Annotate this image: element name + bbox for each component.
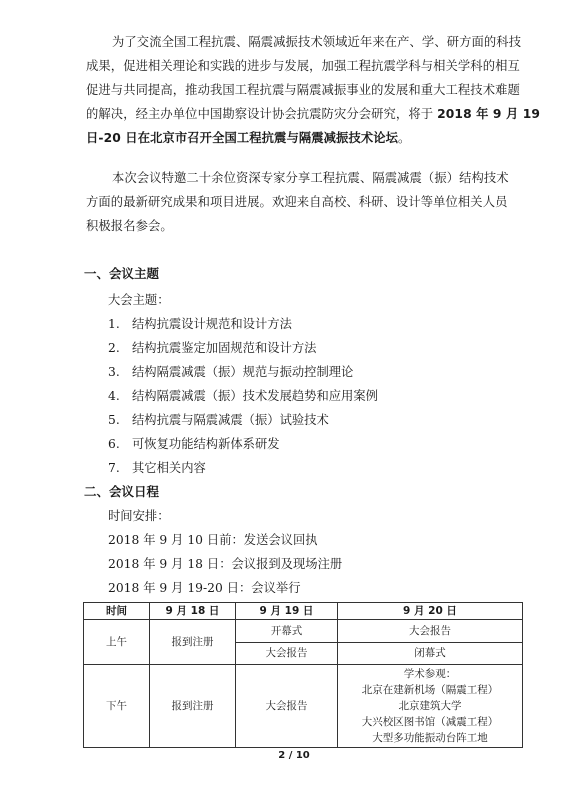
- list-number: 4.: [108, 389, 120, 403]
- intro-line: 成果，促进相关理论和实践的进步与发展，加强工程抗震学科与相关学科的相互: [86, 59, 520, 73]
- intro-line-4: [86, 102, 541, 126]
- list-number: 2.: [108, 341, 120, 355]
- schedule-table: [83, 602, 523, 748]
- intro-line: 为了交流全国工程抗震、隔震减振技术领域近年来在产、学、研方面的科技: [112, 35, 522, 49]
- list-item: [108, 386, 378, 404]
- list-text: 其它相关内容: [132, 461, 206, 475]
- list-text: 结构隔震减震（振）技术发展趋势和应用案例: [132, 389, 378, 403]
- list-number: 3.: [108, 365, 120, 379]
- visit-line: 大兴校区图书馆（减震工程）: [361, 716, 499, 728]
- visit-line: 北京在建新机场（隔震工程）: [361, 684, 499, 696]
- intro-date-bold: 2018 年 9 月 19: [437, 107, 541, 121]
- list-number: 6.: [108, 437, 120, 451]
- table-cell: 大会报告: [236, 665, 338, 748]
- table-header-cell: 9 月 18 日: [150, 603, 236, 620]
- schedule-item: 2018 年 9 月 18 日：会议报到及现场注册: [108, 557, 343, 571]
- table-cell: 报到注册: [150, 665, 236, 748]
- list-item: [108, 458, 206, 476]
- intro2-line: 本次会议特邀二十余位资深专家分享工程抗震、隔震减震（振）结构技术: [112, 171, 509, 185]
- table-cell: 大会报告: [338, 620, 523, 643]
- table-cell-afternoon: 下午: [84, 665, 150, 748]
- table-header-cell: 9 月 19 日: [236, 603, 338, 620]
- theme-intro: 大会主题：: [108, 293, 170, 307]
- table-cell-morning: 上午: [84, 620, 150, 665]
- table-header-row: [84, 603, 523, 620]
- table-cell: 大会报告: [236, 642, 338, 665]
- table-cell: 开幕式: [236, 620, 338, 643]
- list-number: 7.: [108, 461, 120, 475]
- list-text: 结构抗震与隔震减震（振）试验技术: [132, 413, 329, 427]
- intro-period: 。: [398, 131, 411, 145]
- visit-line: 大型多功能振动台阵工地: [372, 732, 488, 744]
- section-heading-schedule: 二、会议日程: [84, 484, 160, 499]
- intro-line: 促进与共同提高，推动我国工程抗震与隔震减振事业的发展和重大工程技术难题: [86, 83, 520, 97]
- intro2-line: 方面的最新研究成果和项目进展。欢迎来自高校、科研、设计等单位相关人员: [86, 195, 508, 209]
- list-item: [108, 410, 329, 428]
- table-cell: 报到注册: [150, 620, 236, 665]
- intro-line-5: [86, 126, 506, 150]
- page-number: 2 / 10: [278, 750, 310, 761]
- list-number: 5.: [108, 413, 120, 427]
- list-text: 结构隔震减震（振）规范与振动控制理论: [132, 365, 354, 379]
- list-text: 结构抗震设计规范和设计方法: [132, 317, 292, 331]
- table-header-cell: 9 月 20 日: [338, 603, 523, 620]
- intro-line-text: 的解决，经主办单位中国勘察设计协会抗震防灾分会研究，将于: [86, 107, 438, 121]
- list-text: 可恢复功能结构新体系研发: [132, 437, 280, 451]
- intro-event-bold: 日-20 日在北京市召开全国工程抗震与隔震减振技术论坛: [86, 131, 399, 145]
- table-row: [84, 620, 523, 643]
- table-header-cell: 时间: [84, 603, 150, 620]
- section-heading-theme: 一、会议主题: [84, 266, 160, 281]
- table-row: [84, 665, 523, 748]
- list-text: 结构抗震鉴定加固规范和设计方法: [132, 341, 317, 355]
- list-number: 1.: [108, 317, 120, 331]
- table-cell-visit: [338, 665, 523, 748]
- list-item: [108, 362, 353, 380]
- schedule-intro: 时间安排：: [108, 509, 170, 523]
- list-item: [108, 338, 316, 356]
- visit-line: 学术参观：: [403, 668, 457, 680]
- intro2-paragraph: [86, 166, 509, 238]
- visit-line: 北京建筑大学: [398, 700, 462, 712]
- intro2-line: 积极报名参会。: [86, 219, 173, 233]
- list-item: [108, 434, 280, 452]
- intro-paragraph: [86, 30, 541, 150]
- list-item: [108, 314, 292, 332]
- table-cell: 闭幕式: [338, 642, 523, 665]
- schedule-item: 2018 年 9 月 10 日前：发送会议回执: [108, 533, 318, 547]
- schedule-item: 2018 年 9 月 19-20 日：会议举行: [108, 581, 301, 595]
